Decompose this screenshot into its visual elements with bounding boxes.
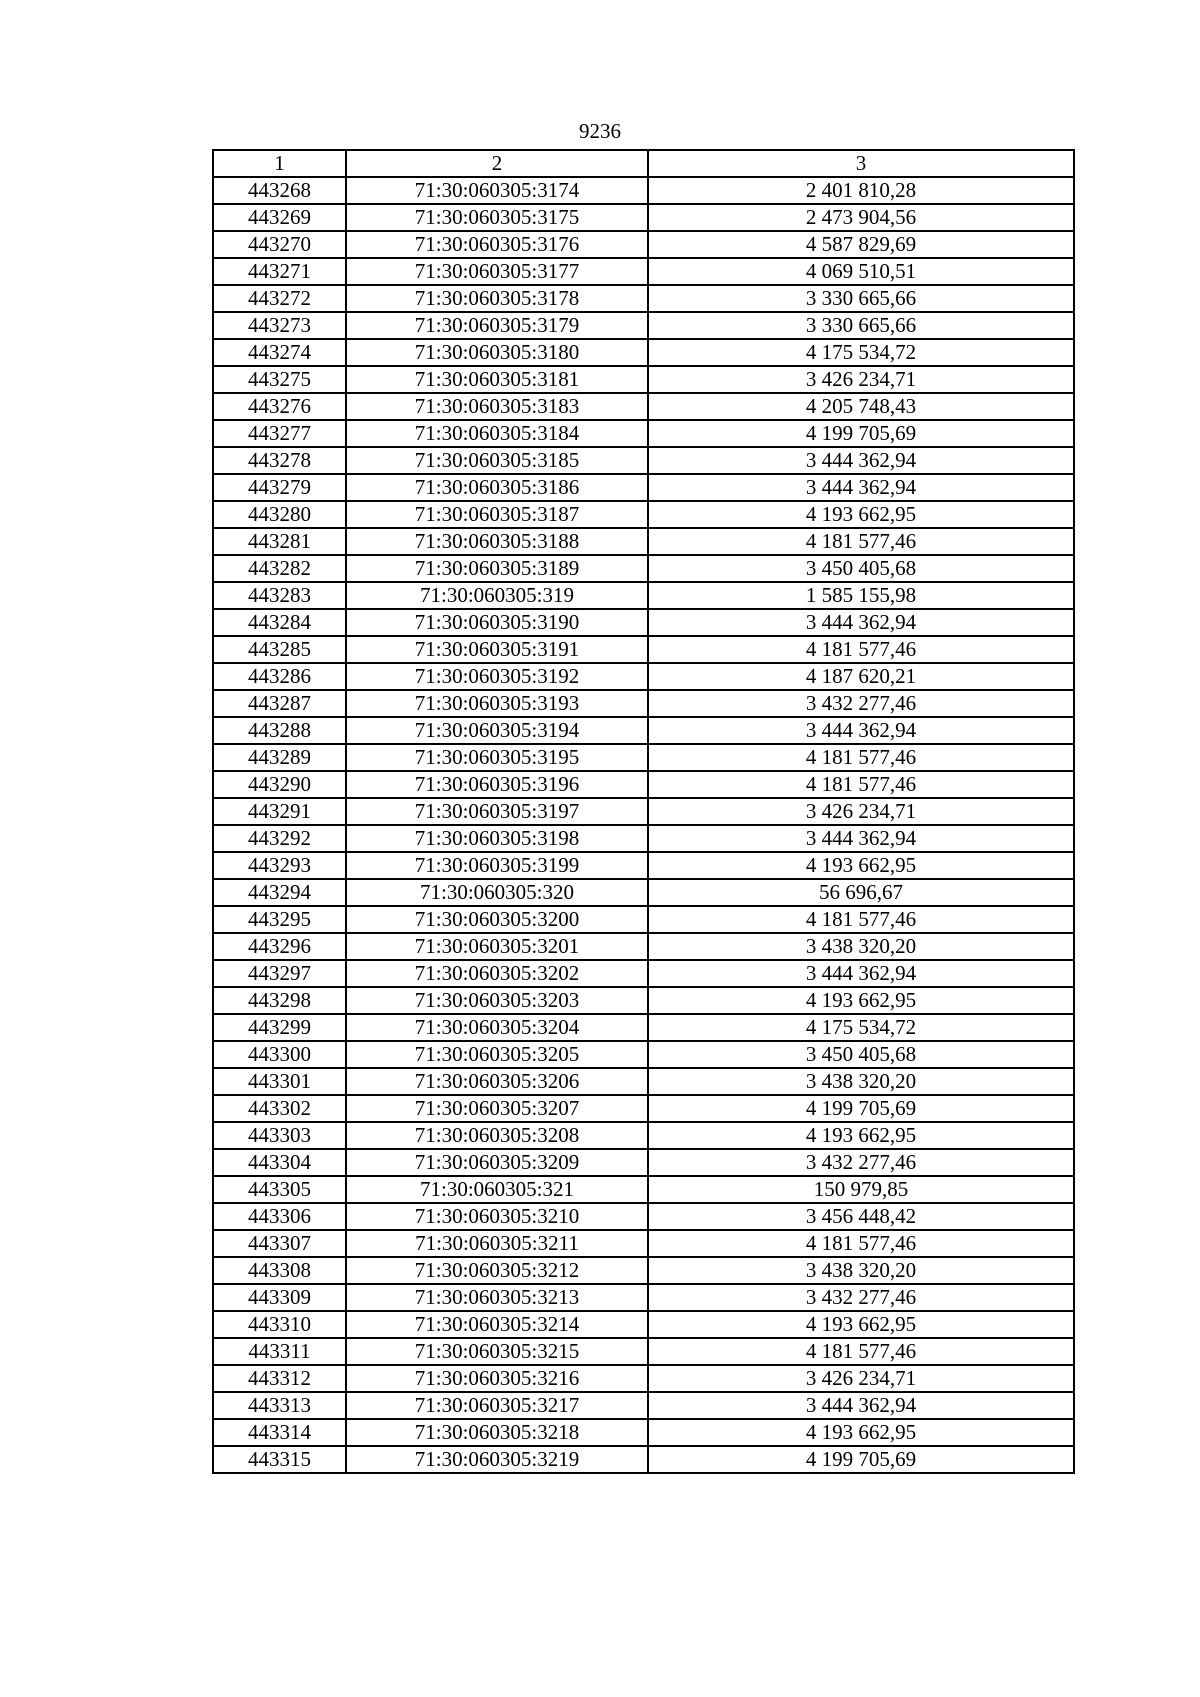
table-row <box>213 960 1074 987</box>
value-cell: 4 181 577,46 <box>648 528 1074 555</box>
cadastral-number-cell: 71:30:060305:3199 <box>346 852 648 879</box>
value-cell: 3 330 665,66 <box>648 285 1074 312</box>
cadastral-number-cell: 71:30:060305:3174 <box>346 177 648 204</box>
value-cell: 4 181 577,46 <box>648 1338 1074 1365</box>
table-row <box>213 1230 1074 1257</box>
cadastral-number-cell: 71:30:060305:3206 <box>346 1068 648 1095</box>
table-row <box>213 420 1074 447</box>
value-cell: 3 330 665,66 <box>648 312 1074 339</box>
data-table <box>212 149 1075 1474</box>
value-cell: 3 456 448,42 <box>648 1203 1074 1230</box>
cadastral-number-cell: 71:30:060305:321 <box>346 1176 648 1203</box>
cadastral-number-cell: 71:30:060305:3189 <box>346 555 648 582</box>
row-number-cell: 443288 <box>213 717 346 744</box>
value-cell: 4 193 662,95 <box>648 987 1074 1014</box>
table-row <box>213 1068 1074 1095</box>
table-row <box>213 771 1074 798</box>
table-row <box>213 1176 1074 1203</box>
row-number-cell: 443292 <box>213 825 346 852</box>
row-number-cell: 443284 <box>213 609 346 636</box>
table-row <box>213 393 1074 420</box>
row-number-cell: 443286 <box>213 663 346 690</box>
value-cell: 3 450 405,68 <box>648 1041 1074 1068</box>
value-cell: 2 401 810,28 <box>648 177 1074 204</box>
table-row <box>213 501 1074 528</box>
row-number-cell: 443300 <box>213 1041 346 1068</box>
value-cell: 4 193 662,95 <box>648 501 1074 528</box>
row-number-cell: 443269 <box>213 204 346 231</box>
table-row <box>213 285 1074 312</box>
value-cell: 4 199 705,69 <box>648 1446 1074 1473</box>
row-number-cell: 443302 <box>213 1095 346 1122</box>
row-number-cell: 443283 <box>213 582 346 609</box>
value-cell: 3 450 405,68 <box>648 555 1074 582</box>
table-row <box>213 798 1074 825</box>
cadastral-number-cell: 71:30:060305:3201 <box>346 933 648 960</box>
table-row <box>213 1419 1074 1446</box>
cadastral-number-cell: 71:30:060305:3193 <box>346 690 648 717</box>
row-number-cell: 443295 <box>213 906 346 933</box>
row-number-cell: 443289 <box>213 744 346 771</box>
cadastral-number-cell: 71:30:060305:3194 <box>346 717 648 744</box>
table-row <box>213 1392 1074 1419</box>
value-cell: 3 426 234,71 <box>648 798 1074 825</box>
row-number-cell: 443310 <box>213 1311 346 1338</box>
table-row <box>213 204 1074 231</box>
row-number-cell: 443272 <box>213 285 346 312</box>
value-cell: 2 473 904,56 <box>648 204 1074 231</box>
value-cell: 3 444 362,94 <box>648 1392 1074 1419</box>
table-row <box>213 447 1074 474</box>
table-row <box>213 1284 1074 1311</box>
cadastral-number-cell: 71:30:060305:3177 <box>346 258 648 285</box>
value-cell: 4 587 829,69 <box>648 231 1074 258</box>
table-row <box>213 177 1074 204</box>
table-row <box>213 744 1074 771</box>
row-number-cell: 443268 <box>213 177 346 204</box>
row-number-cell: 443275 <box>213 366 346 393</box>
value-cell: 3 438 320,20 <box>648 1068 1074 1095</box>
row-number-cell: 443309 <box>213 1284 346 1311</box>
table-header <box>213 150 1074 177</box>
table-row <box>213 825 1074 852</box>
value-cell: 3 444 362,94 <box>648 609 1074 636</box>
cadastral-number-cell: 71:30:060305:3214 <box>346 1311 648 1338</box>
row-number-cell: 443311 <box>213 1338 346 1365</box>
row-number-cell: 443297 <box>213 960 346 987</box>
cadastral-number-cell: 71:30:060305:3176 <box>346 231 648 258</box>
header-cell-1: 1 <box>213 150 346 177</box>
row-number-cell: 443313 <box>213 1392 346 1419</box>
value-cell: 4 181 577,46 <box>648 1230 1074 1257</box>
table-row <box>213 636 1074 663</box>
table-row <box>213 879 1074 906</box>
value-cell: 4 181 577,46 <box>648 771 1074 798</box>
cadastral-number-cell: 71:30:060305:3213 <box>346 1284 648 1311</box>
table-row <box>213 1095 1074 1122</box>
cadastral-number-cell: 71:30:060305:3195 <box>346 744 648 771</box>
table-row <box>213 1203 1074 1230</box>
table-row <box>213 366 1074 393</box>
table-row <box>213 1122 1074 1149</box>
cadastral-number-cell: 71:30:060305:3212 <box>346 1257 648 1284</box>
row-number-cell: 443305 <box>213 1176 346 1203</box>
value-cell: 4 199 705,69 <box>648 420 1074 447</box>
value-cell: 3 444 362,94 <box>648 474 1074 501</box>
value-cell: 3 432 277,46 <box>648 690 1074 717</box>
value-cell: 4 175 534,72 <box>648 1014 1074 1041</box>
cadastral-number-cell: 71:30:060305:3184 <box>346 420 648 447</box>
table-row <box>213 906 1074 933</box>
table-row <box>213 582 1074 609</box>
cadastral-number-cell: 71:30:060305:3180 <box>346 339 648 366</box>
value-cell: 3 432 277,46 <box>648 1149 1074 1176</box>
row-number-cell: 443296 <box>213 933 346 960</box>
cadastral-number-cell: 71:30:060305:3183 <box>346 393 648 420</box>
row-number-cell: 443312 <box>213 1365 346 1392</box>
table-row <box>213 1257 1074 1284</box>
row-number-cell: 443308 <box>213 1257 346 1284</box>
table-row <box>213 1014 1074 1041</box>
value-cell: 56 696,67 <box>648 879 1074 906</box>
value-cell: 4 199 705,69 <box>648 1095 1074 1122</box>
cadastral-number-cell: 71:30:060305:3202 <box>346 960 648 987</box>
value-cell: 4 187 620,21 <box>648 663 1074 690</box>
table-row <box>213 231 1074 258</box>
row-number-cell: 443304 <box>213 1149 346 1176</box>
cadastral-number-cell: 71:30:060305:3186 <box>346 474 648 501</box>
cadastral-number-cell: 71:30:060305:3217 <box>346 1392 648 1419</box>
row-number-cell: 443279 <box>213 474 346 501</box>
header-cell-3: 3 <box>648 150 1074 177</box>
value-cell: 3 444 362,94 <box>648 825 1074 852</box>
table-row <box>213 258 1074 285</box>
row-number-cell: 443278 <box>213 447 346 474</box>
table-row <box>213 1338 1074 1365</box>
row-number-cell: 443314 <box>213 1419 346 1446</box>
value-cell: 3 444 362,94 <box>648 447 1074 474</box>
page-number: 9236 <box>579 119 621 143</box>
row-number-cell: 443301 <box>213 1068 346 1095</box>
row-number-cell: 443299 <box>213 1014 346 1041</box>
table-row <box>213 852 1074 879</box>
cadastral-number-cell: 71:30:060305:3209 <box>346 1149 648 1176</box>
row-number-cell: 443307 <box>213 1230 346 1257</box>
row-number-cell: 443285 <box>213 636 346 663</box>
row-number-cell: 443298 <box>213 987 346 1014</box>
row-number-cell: 443273 <box>213 312 346 339</box>
row-number-cell: 443271 <box>213 258 346 285</box>
cadastral-number-cell: 71:30:060305:3188 <box>346 528 648 555</box>
value-cell: 3 444 362,94 <box>648 960 1074 987</box>
table-row <box>213 528 1074 555</box>
cadastral-number-cell: 71:30:060305:3190 <box>346 609 648 636</box>
cadastral-number-cell: 71:30:060305:3197 <box>346 798 648 825</box>
value-cell: 4 181 577,46 <box>648 744 1074 771</box>
cadastral-number-cell: 71:30:060305:3219 <box>346 1446 648 1473</box>
row-number-cell: 443280 <box>213 501 346 528</box>
value-cell: 1 585 155,98 <box>648 582 1074 609</box>
value-cell: 4 193 662,95 <box>648 852 1074 879</box>
value-cell: 4 205 748,43 <box>648 393 1074 420</box>
row-number-cell: 443290 <box>213 771 346 798</box>
table-row <box>213 1149 1074 1176</box>
cadastral-number-cell: 71:30:060305:3175 <box>346 204 648 231</box>
cadastral-number-cell: 71:30:060305:3191 <box>346 636 648 663</box>
value-cell: 4 193 662,95 <box>648 1311 1074 1338</box>
cadastral-number-cell: 71:30:060305:3192 <box>346 663 648 690</box>
row-number-cell: 443293 <box>213 852 346 879</box>
value-cell: 3 438 320,20 <box>648 933 1074 960</box>
table-row <box>213 312 1074 339</box>
cadastral-number-cell: 71:30:060305:3179 <box>346 312 648 339</box>
row-number-cell: 443281 <box>213 528 346 555</box>
table-row <box>213 474 1074 501</box>
value-cell: 4 069 510,51 <box>648 258 1074 285</box>
cadastral-number-cell: 71:30:060305:3218 <box>346 1419 648 1446</box>
table-row <box>213 663 1074 690</box>
table-row <box>213 933 1074 960</box>
row-number-cell: 443270 <box>213 231 346 258</box>
cadastral-number-cell: 71:30:060305:3203 <box>346 987 648 1014</box>
table-row <box>213 609 1074 636</box>
table-row <box>213 555 1074 582</box>
table-row <box>213 1041 1074 1068</box>
row-number-cell: 443303 <box>213 1122 346 1149</box>
cadastral-number-cell: 71:30:060305:3211 <box>346 1230 648 1257</box>
cadastral-number-cell: 71:30:060305:3207 <box>346 1095 648 1122</box>
row-number-cell: 443291 <box>213 798 346 825</box>
table-row <box>213 1365 1074 1392</box>
value-cell: 3 438 320,20 <box>648 1257 1074 1284</box>
cadastral-number-cell: 71:30:060305:3200 <box>346 906 648 933</box>
value-cell: 3 432 277,46 <box>648 1284 1074 1311</box>
cadastral-number-cell: 71:30:060305:3178 <box>346 285 648 312</box>
cadastral-number-cell: 71:30:060305:319 <box>346 582 648 609</box>
value-cell: 3 426 234,71 <box>648 1365 1074 1392</box>
value-cell: 4 181 577,46 <box>648 636 1074 663</box>
table-row <box>213 717 1074 744</box>
row-number-cell: 443277 <box>213 420 346 447</box>
header-row <box>213 150 1074 177</box>
cadastral-number-cell: 71:30:060305:3185 <box>346 447 648 474</box>
value-cell: 4 193 662,95 <box>648 1122 1074 1149</box>
header-cell-2: 2 <box>346 150 648 177</box>
row-number-cell: 443282 <box>213 555 346 582</box>
table-row <box>213 1446 1074 1473</box>
row-number-cell: 443274 <box>213 339 346 366</box>
cadastral-number-cell: 71:30:060305:3205 <box>346 1041 648 1068</box>
table-row <box>213 339 1074 366</box>
cadastral-number-cell: 71:30:060305:3204 <box>346 1014 648 1041</box>
table-row <box>213 987 1074 1014</box>
value-cell: 4 193 662,95 <box>648 1419 1074 1446</box>
row-number-cell: 443287 <box>213 690 346 717</box>
table-body <box>213 177 1074 1473</box>
cadastral-number-cell: 71:30:060305:3187 <box>346 501 648 528</box>
cadastral-number-cell: 71:30:060305:3215 <box>346 1338 648 1365</box>
cadastral-number-cell: 71:30:060305:3210 <box>346 1203 648 1230</box>
row-number-cell: 443276 <box>213 393 346 420</box>
row-number-cell: 443294 <box>213 879 346 906</box>
value-cell: 4 175 534,72 <box>648 339 1074 366</box>
row-number-cell: 443315 <box>213 1446 346 1473</box>
cadastral-number-cell: 71:30:060305:3208 <box>346 1122 648 1149</box>
cadastral-number-cell: 71:30:060305:3196 <box>346 771 648 798</box>
value-cell: 4 181 577,46 <box>648 906 1074 933</box>
value-cell: 3 444 362,94 <box>648 717 1074 744</box>
cadastral-number-cell: 71:30:060305:3216 <box>346 1365 648 1392</box>
cadastral-number-cell: 71:30:060305:3198 <box>346 825 648 852</box>
table-row <box>213 690 1074 717</box>
row-number-cell: 443306 <box>213 1203 346 1230</box>
value-cell: 3 426 234,71 <box>648 366 1074 393</box>
value-cell: 150 979,85 <box>648 1176 1074 1203</box>
table-row <box>213 1311 1074 1338</box>
cadastral-number-cell: 71:30:060305:3181 <box>346 366 648 393</box>
cadastral-number-cell: 71:30:060305:320 <box>346 879 648 906</box>
